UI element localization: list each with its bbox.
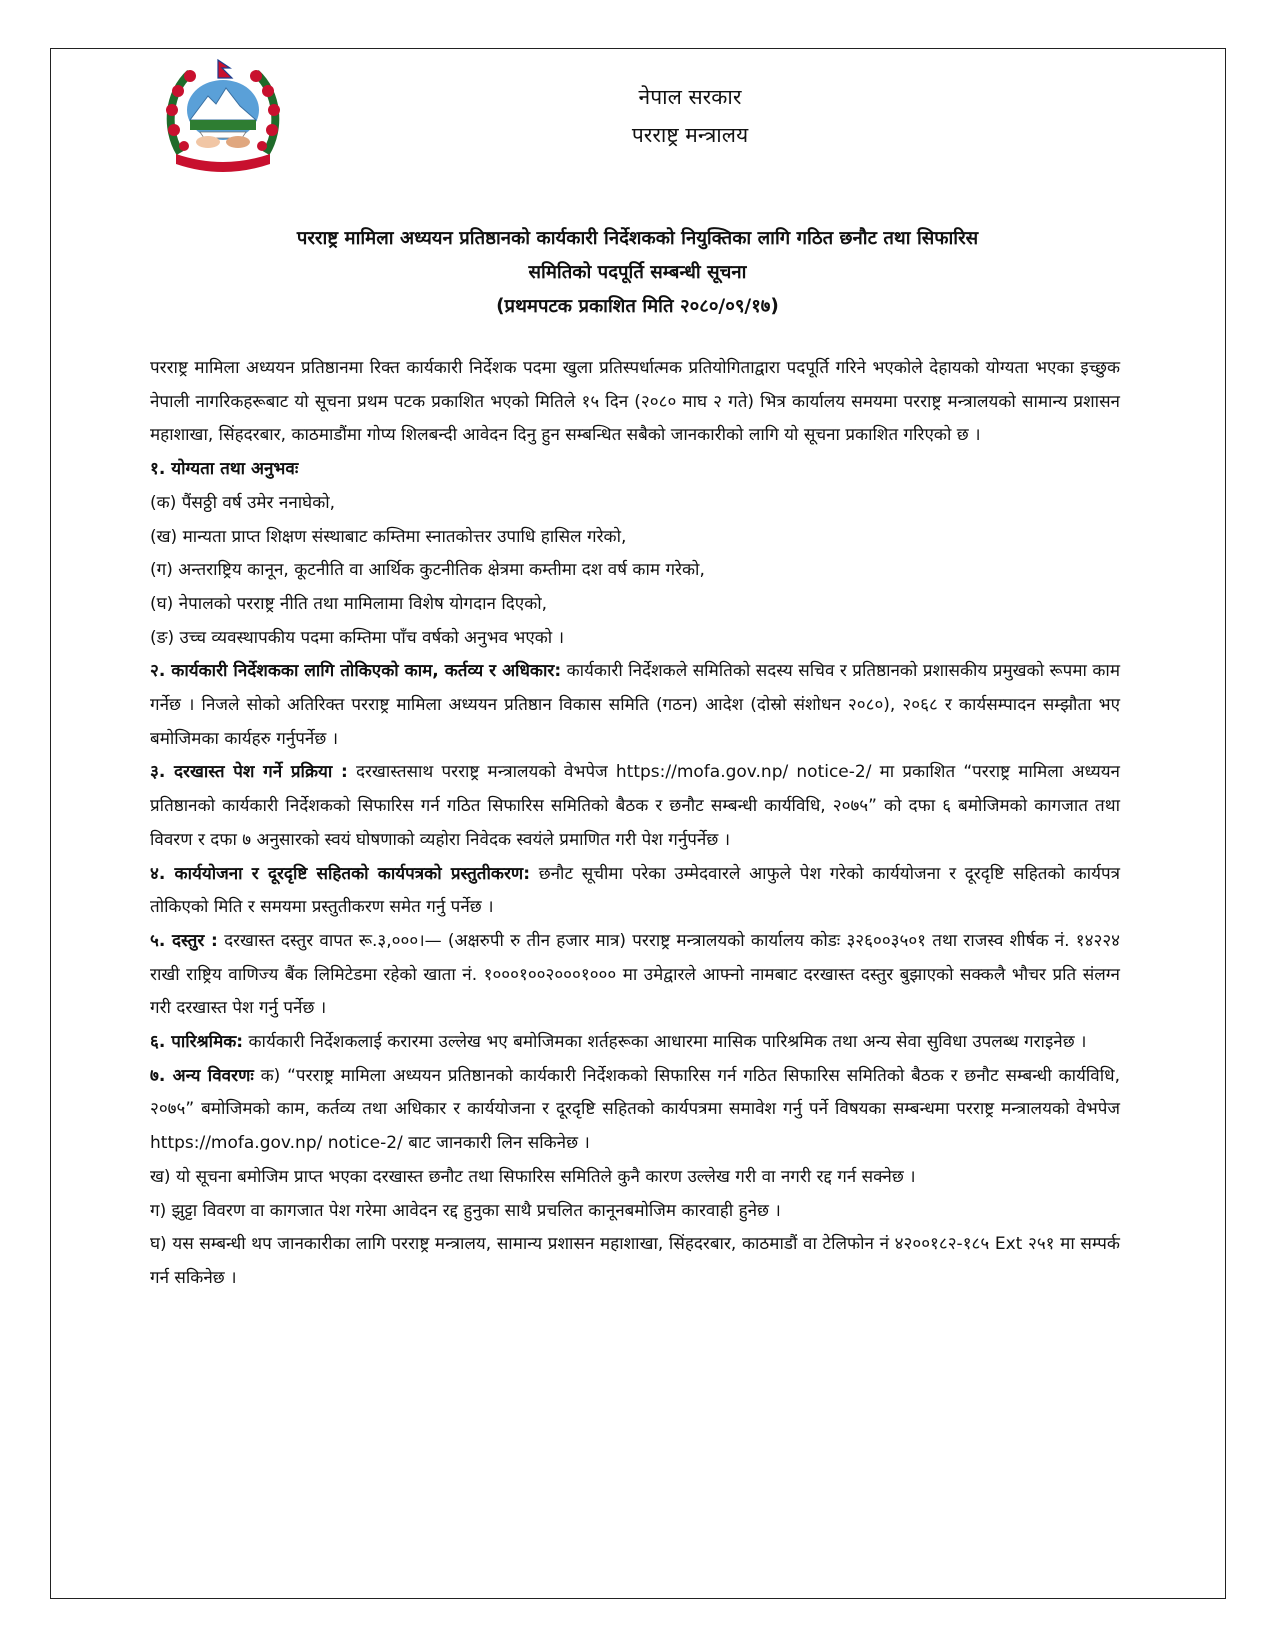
- section-6: [150, 1026, 1120, 1060]
- section-5-text: दरखास्त दस्तुर वापत रू.३,०००।— (अक्षरुपी रु तीन हजार मात्र) परराष्ट्र मन्त्रालयको कार्यालय कोडः ३२६००३५०१ तथा राजस्व शीर्षक नं. १४२२४ राखी राष्ट्रिय वाणिज्य बैंक लिमिटेडमा रहेको खाता नं. १०००१००२०००१००० मा उमेद्वारले आफ्नो नामबाट दरखास्त दस्तुर बुझाएको सक्कलै भौचर प्रति संलग्न गरी दरखास्त पेश गर्नु पर्नेछ ।: [150, 930, 1121, 1019]
- notice-body: [150, 352, 1120, 1296]
- intro-paragraph: परराष्ट्र मामिला अध्ययन प्रतिष्ठानमा रिक्त कार्यकारी निर्देशक पदमा खुला प्रतिस्पर्धात्मक प्रतियोगिताद्वारा पदपूर्ति गरिने भएकोले देहायको योग्यता भएका इच्छुक नेपाली नागरिकहरूबाट यो सूचना प्रथम पटक प्रकाशित भएको मितिले १५ दिन (२०८० माघ २ गते) भित्र कार्यालय समयमा परराष्ट्र मन्त्रालयको सामान्य प्रशासन महाशाखा, सिंहदरबार, काठमाडौंमा गोप्य शिलबन्दी आवेदन दिनु हुन सम्बन्धित सबैको जानकारीको लागि यो सूचना प्रकाशित गरिएको छ ।: [150, 358, 1120, 446]
- section-7: [150, 1060, 1120, 1161]
- section-7-heading: ७. अन्य विवरणः: [150, 1065, 254, 1086]
- list-item: (ङ) उच्च व्यवस्थापकीय पदमा कम्तिमा पाँच वर्षको अनुभव भएको ।: [150, 627, 565, 648]
- list-item: (क) पैंसठ्ठी वर्ष उमेर ननाघेको,: [150, 492, 336, 513]
- section-2: [150, 655, 1120, 756]
- section-3-text: दरखास्तसाथ परराष्ट्र मन्त्रालयको वेभपेज https://mofa.gov.np/ notice-2/ मा प्रकाशित “परराष्ट्र मामिला अध्ययन प्रतिष्ठानको कार्यकारी निर्देशकको सिफारिस गर्न गठित सिफारिस समितिको बैठक र छनौट सम्बन्धी कार्यविधि, २०७५” को दफा ६ बमोजिमको कागजात तथा विवरण र दफा ७ अनुसारको स्वयं घोषणाको व्यहोरा निवेदक स्वयंले प्रमाणित गरी पेश गर्नुपर्नेछ ।: [150, 762, 1120, 850]
- section-2-text: कार्यकारी निर्देशकले समितिको सदस्य सचिव र प्रतिष्ठानको प्रशासकीय प्रमुखको रूपमा काम गर्नेछ । निजले सोको अतिरिक्त परराष्ट्र मामिला अध्ययन प्रतिष्ठान विकास समिति (गठन) आदेश (दोस्रो संशोधन २०८०), २०६८ र कार्यसम्पादन सम्झौता भए बमोजिमका कार्यहरु गर्नुपर्नेछ ।: [150, 661, 1120, 749]
- notice-title: [150, 222, 1125, 324]
- list-item: ग) झुट्टा विवरण वा कागजात पेश गरेमा आवेदन रद्द हुनुका साथै प्रचलित कानूनबमोजिम कारवाही हुनेछ ।: [150, 1200, 781, 1221]
- government-name: नेपाल सरकार: [638, 85, 742, 109]
- section-4-heading: ४. कार्ययोजना र दूरदृष्टि सहितको कार्यपत्रको प्रस्तुतीकरण:: [150, 863, 530, 884]
- list-item: ख) यो सूचना बमोजिम प्राप्त भएका दरखास्त छनौट तथा सिफारिस समितिले कुनै कारण उल्लेख गरी वा नगरी रद्द गर्न सक्नेछ ।: [150, 1166, 916, 1187]
- section-4-text: छनौट सूचीमा परेका उम्मेदवारले आफुले पेश गरेको कार्ययोजना र दूरदृष्टि सहितको कार्यपत्र तोकिएको मिति र समयमा प्रस्तुतीकरण समेत गर्नु पर्नेछ ।: [150, 863, 1120, 918]
- section-5: [150, 925, 1120, 1026]
- section-6-heading: ६. पारिश्रमिक:: [150, 1032, 244, 1053]
- title-line-1: परराष्ट्र मामिला अध्ययन प्रतिष्ठानको कार्यकारी निर्देशकको नियुक्तिका लागि गठित छनौट तथा सिफारिस: [296, 228, 979, 249]
- letterhead: [560, 78, 820, 154]
- title-line-2: समितिको पदपूर्ति सम्बन्धी सूचना: [528, 262, 747, 283]
- section-2-heading: २. कार्यकारी निर्देशकका लागि तोकिएको काम, कर्तव्य र अधिकार:: [150, 661, 562, 682]
- nepal-emblem-icon: [160, 58, 286, 173]
- section-3-heading: ३. दरखास्त पेश गर्ने प्रक्रिया :: [150, 762, 348, 783]
- section-3: [150, 756, 1120, 857]
- title-line-3: (प्रथमपटक प्रकाशित मिति २०८०/०९/१७): [496, 296, 779, 317]
- section-7-text: क) “परराष्ट्र मामिला अध्ययन प्रतिष्ठानको कार्यकारी निर्देशकको सिफारिस गर्न गठित सिफारिस समितिको बैठक र छनौट सम्बन्धी कार्यविधि, २०७५” बमोजिमको काम, कर्तव्य तथा अधिकार र कार्ययोजना र दूरदृष्टि सहितको कार्यपत्रमा समावेश गर्नु पर्ने विषयका सम्बन्धमा परराष्ट्र मन्त्रालयको वेभपेज https://mofa.gov.np/ notice-2/ बाट जानकारी लिन सकिनेछ ।: [150, 1065, 1121, 1154]
- ministry-name: परराष्ट्र मन्त्रालय: [631, 123, 749, 147]
- section-4: [150, 858, 1120, 925]
- list-item: (ग) अन्तराष्ट्रिय कानून, कूटनीति वा आर्थिक कुटनीतिक क्षेत्रमा कम्तीमा दश वर्ष काम गरेको,: [150, 560, 705, 581]
- list-item: (ख) मान्यता प्राप्त शिक्षण संस्थाबाट कम्तिमा स्नातकोत्तर उपाधि हासिल गरेको,: [150, 526, 627, 547]
- list-item: घ) यस सम्बन्धी थप जानकारीका लागि परराष्ट्र मन्त्रालय, सामान्य प्रशासन महाशाखा, सिंहदरबार, काठमाडौं वा टेलिफोन नं ४२००१८२-१८५ Ext २५१ मा सम्पर्क गर्न सकिनेछ ।: [150, 1234, 1120, 1288]
- section-5-heading: ५. दस्तुर :: [150, 930, 218, 951]
- section-1-heading: १. योग्यता तथा अनुभवः: [150, 459, 299, 480]
- section-6-text: कार्यकारी निर्देशकलाई करारमा उल्लेख भए बमोजिमका शर्तहरूका आधारमा मासिक पारिश्रमिक तथा अन्य सेवा सुविधा उपलब्ध गराइनेछ ।: [243, 1032, 1087, 1053]
- list-item: (घ) नेपालको परराष्ट्र नीति तथा मामिलामा विशेष योगदान दिएको,: [150, 593, 548, 614]
